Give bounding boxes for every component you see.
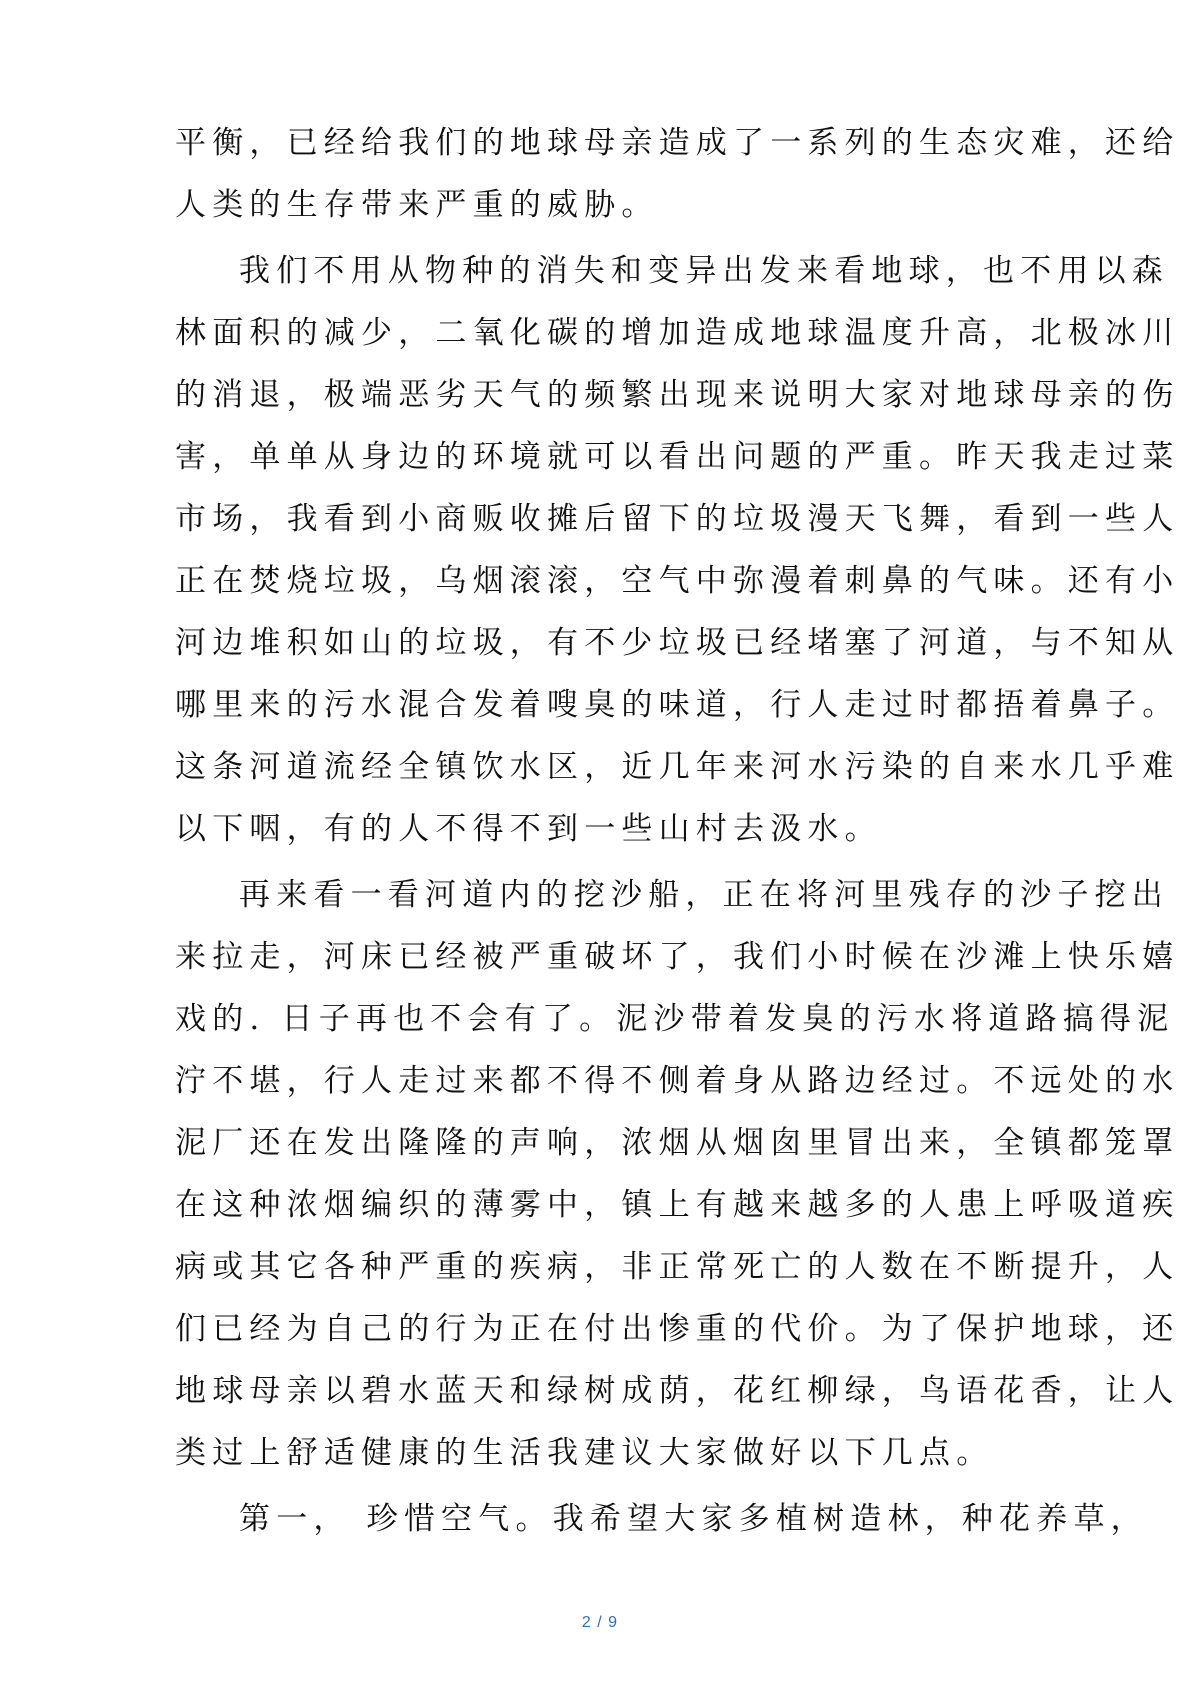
text-line: 泥厂还在发出隆隆的声响，浓烟从烟囱里冒出来，全镇都笼罩 [175,1125,1180,1161]
text-line: 在这种浓烟编织的薄雾中，镇上有越来越多的人患上呼吸道疾 [175,1187,1180,1223]
text-line: 人类的生存带来严重的威胁。 [175,187,659,223]
paragraph-4 [175,1488,1148,1550]
text-line: 第一， 珍惜空气。我希望大家多植树造林，种花养草， [239,1501,1148,1537]
text-line: 泞不堪，行人走过来都不得不侧着身从路边经过。不远处的水 [175,1063,1180,1099]
text-line: 市场，我看到小商贩收摊后留下的垃圾漫天飞舞，看到一些人 [175,501,1180,537]
text-line: 河边堆积如山的垃圾，有不少垃圾已经堵塞了河道，与不知从 [175,625,1180,661]
page-number: 2 / 9 [581,1614,619,1631]
text-line: 平衡，已经给我们的地球母亲造成了一系列的生态灾难，还给 [175,125,1180,161]
text-line: 地球母亲以碧水蓝天和绿树成荫，花红柳绿，鸟语花香，让人 [175,1373,1180,1409]
paragraph-1 [175,112,1180,236]
paragraph-2 [175,240,1180,860]
text-line: 来拉走，河床已经被严重破坏了，我们小时候在沙滩上快乐嬉 [175,939,1180,975]
text-line: 这条河道流经全镇饮水区，近几年来河水污染的自来水几乎难 [175,749,1180,785]
text-line: 病或其它各种严重的疾病，非正常死亡的人数在不断提升，人 [175,1249,1180,1285]
text-line: 再来看一看河道内的挖沙船，正在将河里残存的沙子挖出 [239,877,1169,913]
text-line: 以下咽，有的人不得不到一些山村去汲水。 [175,811,882,847]
text-line: 我们不用从物种的消失和变异出发来看地球，也不用以森 [239,253,1169,289]
text-line: 害，单单从身边的环境就可以看出问题的严重。昨天我走过菜 [175,439,1180,475]
text-line: 哪里来的污水混合发着嗖臭的味道，行人走过时都捂着鼻子。 [175,687,1180,723]
text-line: 的消退，极端恶劣天气的频繁出现来说明大家对地球母亲的伤 [175,377,1180,413]
document-body [175,112,1180,1550]
text-line: 戏的. 日子再也不会有了。泥沙带着发臭的污水将道路搞得泥 [175,1001,1175,1037]
text-line: 林面积的减少，二氧化碳的增加造成地球温度升高，北极冰川 [175,315,1180,351]
paragraph-3 [175,864,1180,1484]
text-line: 正在焚烧垃圾，乌烟滚滚，空气中弥漫着刺鼻的气味。还有小 [175,563,1180,599]
text-line: 类过上舒适健康的生活我建议大家做好以下几点。 [175,1435,994,1471]
text-line: 们已经为自己的行为正在付出惨重的代价。为了保护地球，还 [175,1311,1180,1347]
